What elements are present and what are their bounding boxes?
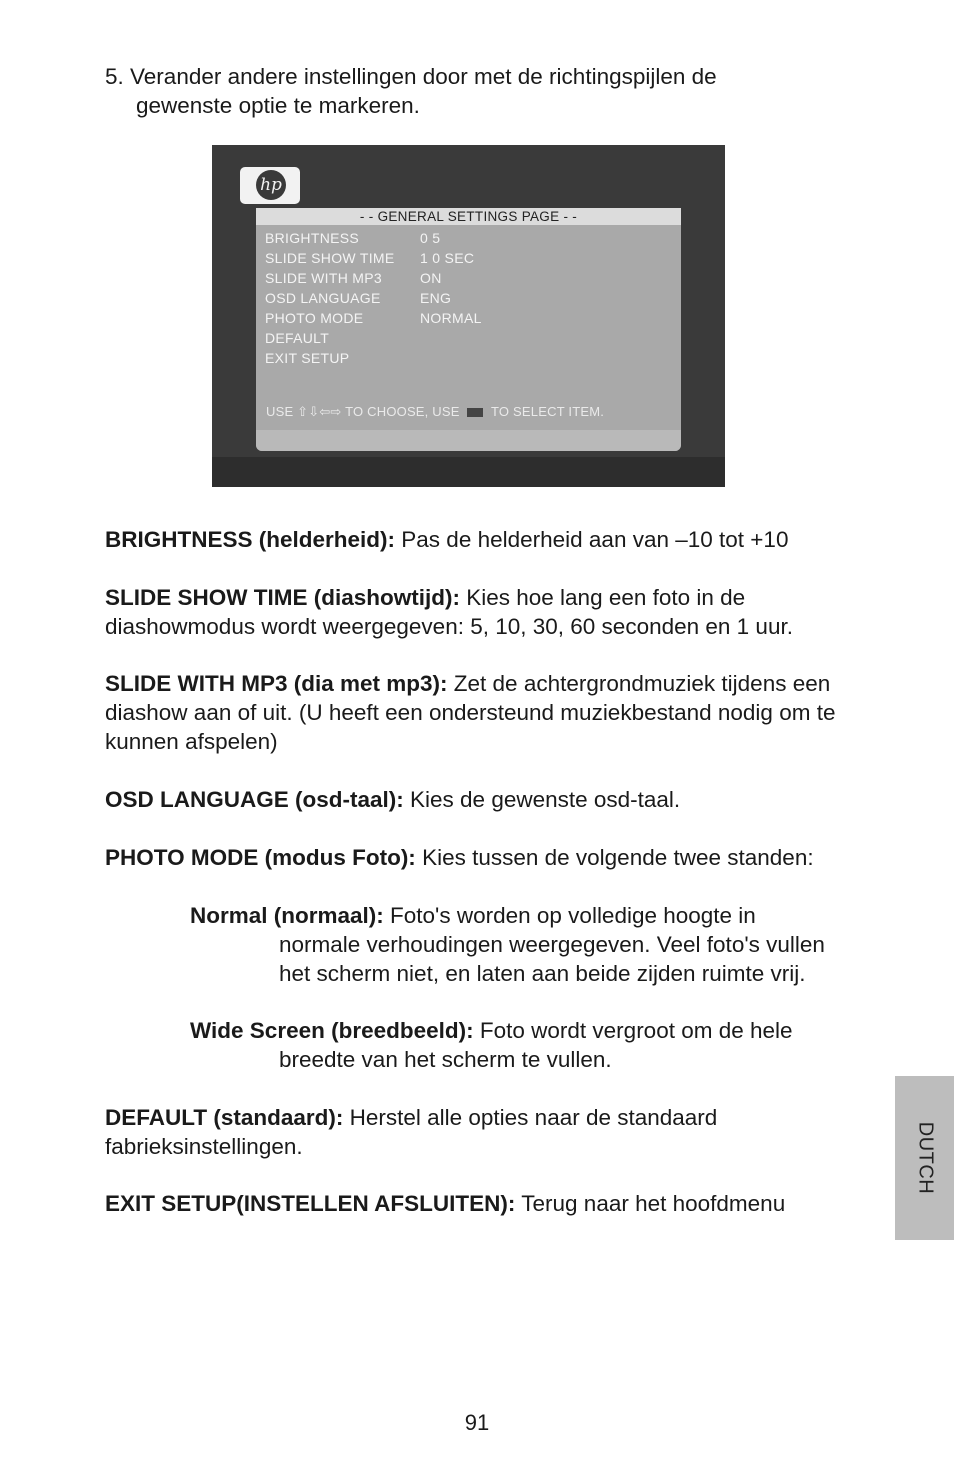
default-paragraph: DEFAULT (standaard): Herstel alle opties naar de standaard fabrieksinstellingen. [105, 1105, 718, 1159]
step-line-2: gewenste optie te markeren. [136, 93, 420, 118]
brightness-paragraph: BRIGHTNESS (helderheid): Pas de helderheid aan van –10 tot +10 [105, 527, 789, 552]
hp-logo [240, 167, 300, 204]
menu-row-brightness: BRIGHTNESS 0 5 [265, 230, 441, 246]
exit-setup-paragraph: EXIT SETUP(INSTELLEN AFSLUITEN): Terug naar het hoofdmenu [105, 1191, 786, 1216]
osd-screenshot [212, 145, 725, 487]
screen-bottom-band [212, 457, 725, 487]
menu-row-osd-language: OSD LANGUAGE ENG [265, 290, 452, 306]
normal-mode-paragraph: Normal (normaal): Foto's worden op volledige hoogte in normale verhoudingen weergegeven. Veel foto's vullen het scherm niet, en laten aan beide zijden ruimte vrij. [190, 903, 825, 986]
language-side-tab [895, 1076, 954, 1240]
photo-mode-paragraph: PHOTO MODE (modus Foto): Kies tussen de volgende twee standen: [105, 845, 814, 870]
general-settings-menu [256, 208, 681, 451]
menu-row-photo-mode: PHOTO MODE NORMAL [265, 310, 482, 326]
step-line-1: Verander andere instellingen door met de richtingspijlen de [130, 64, 717, 89]
menu-row-slide-show-time: SLIDE SHOW TIME 1 0 SEC [265, 250, 475, 266]
menu-header: - - GENERAL SETTINGS PAGE - - [256, 208, 681, 225]
osd-language-paragraph: OSD LANGUAGE (osd-taal): Kies de gewenste osd-taal. [105, 787, 681, 812]
menu-rows [265, 228, 482, 368]
side-tab-label: DUTCH [914, 1121, 936, 1195]
hp-logo-mark: hp [256, 170, 286, 200]
slideshow-paragraph: SLIDE SHOW TIME (diashowtijd): Kies hoe lang een foto in de diashowmodus wordt weergegeven: 5, 10, 30, 60 seconden en 1 uur. [105, 585, 793, 639]
step-number: 5. [105, 64, 124, 89]
menu-footer [256, 430, 681, 451]
menu-row-slide-with-mp3: SLIDE WITH MP3 ON [265, 270, 442, 286]
enter-button-icon [467, 408, 483, 417]
mp3-paragraph: SLIDE WITH MP3 (dia met mp3): Zet de achtergrondmuziek tijdens een diashow aan of uit. (U heeft een ondersteund muziekbestand nodig om te kunnen afspelen) [105, 671, 836, 754]
menu-row-exit-setup: EXIT SETUP [265, 350, 350, 366]
menu-row-default: DEFAULT [265, 330, 330, 346]
menu-hint: USE ⇧⇩⇦⇨ TO CHOOSE, USE TO SELECT ITEM. [266, 404, 605, 420]
page-number: 91 [464, 1410, 490, 1435]
step-instruction [105, 62, 825, 120]
wide-screen-paragraph: Wide Screen (breedbeeld): Foto wordt vergroot om de hele breedte van het scherm te vullen. [190, 1018, 793, 1072]
arrow-keys-icon: ⇧⇩⇦⇨ [297, 405, 342, 420]
